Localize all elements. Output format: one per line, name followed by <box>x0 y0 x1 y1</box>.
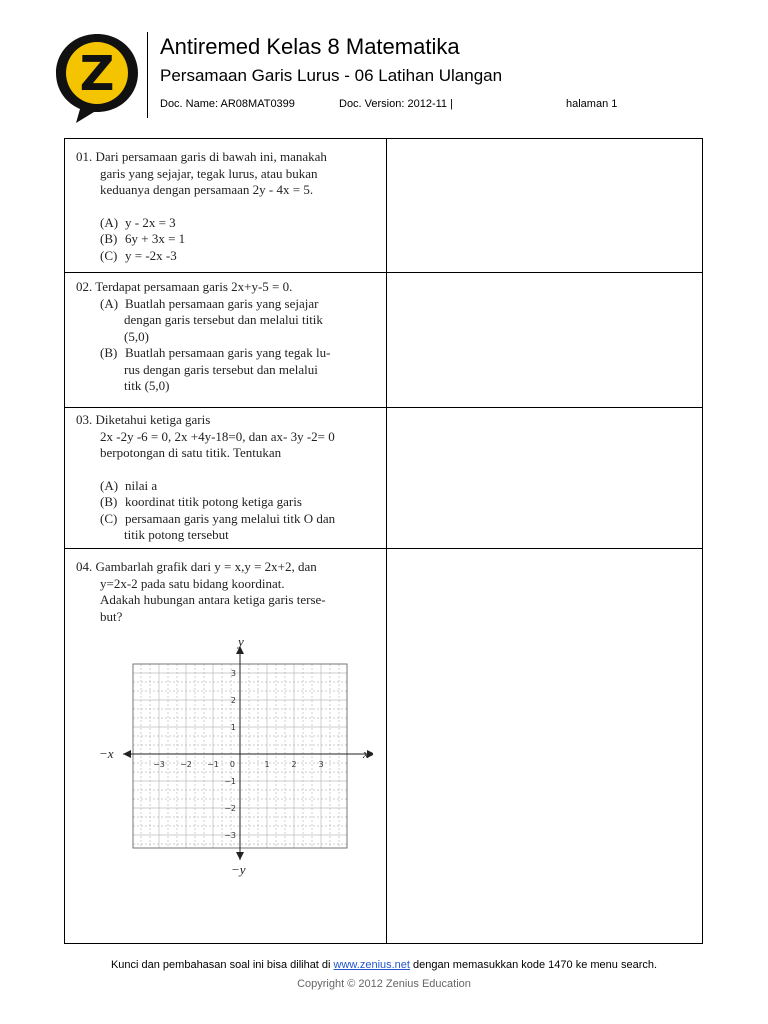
document-subtitle: Persamaan Garis Lurus - 06 Latihan Ulangan <box>160 66 503 85</box>
x-tick-label: −2 <box>180 760 192 769</box>
y-axis-label: y <box>238 634 244 649</box>
x-tick-label: −1 <box>207 760 219 769</box>
y-axis-arrow-down <box>236 852 244 860</box>
copyright: Copyright © 2012 Zenius Education <box>297 978 471 990</box>
question-text: Adakah hubungan antara ketiga garis terse- <box>100 592 326 607</box>
y-axis-neg-label: −y <box>231 862 246 877</box>
y-tick-label: 2 <box>230 696 236 705</box>
question-text: 03. Diketahui ketiga garis <box>76 412 211 427</box>
header-divider <box>147 32 148 118</box>
y-tick-label: 3 <box>230 669 236 678</box>
row-divider <box>65 272 702 273</box>
y-tick-label: 1 <box>230 723 236 732</box>
questions-table <box>64 138 703 944</box>
question-1 <box>76 149 376 264</box>
x-axis-neg-label: −x <box>99 746 114 761</box>
question-2 <box>76 279 376 395</box>
footer-note: Kunci dan pembahasan soal ini bisa dilihat di www.zenius.net dengan memasukkan kode 1470 ke menu search. <box>110 959 658 971</box>
question-text: 02. Terdapat persamaan garis 2x+y-5 = 0. <box>76 279 293 294</box>
x-tick-label: 1 <box>264 760 270 769</box>
zenius-link[interactable]: www.zenius.net <box>333 959 410 971</box>
logo-letter: Z <box>79 46 115 102</box>
question-text: 2x -2y -6 = 0, 2x +4y-18=0, dan ax- 3y -2= 0 <box>100 428 335 444</box>
question-3 <box>76 412 376 544</box>
x-tick-label: 2 <box>291 760 297 769</box>
question-text: berpotongan di satu titik. Tentukan <box>100 445 282 460</box>
x-tick-label: −3 <box>153 760 165 769</box>
page-number: halaman 1 <box>566 98 618 110</box>
option-text: dengan garis tersebut dan melalui titik <box>124 312 323 327</box>
x-axis-label: x <box>363 746 369 761</box>
coordinate-grid <box>93 634 373 880</box>
row-divider <box>65 548 702 549</box>
option-b: (B) Buatlah persamaan garis yang tegak lu- <box>100 345 331 360</box>
question-text: y=2x-2 pada satu bidang koordinat. <box>100 575 285 591</box>
x-tick-label: 3 <box>318 760 324 769</box>
row-divider <box>65 407 702 408</box>
option-b: (B) 6y + 3x = 1 <box>100 231 186 246</box>
question-text: garis yang sejajar, tegak lurus, atau bukan <box>100 165 318 181</box>
question-text: 01. Dari persamaan garis di bawah ini, manakah <box>76 149 327 164</box>
doc-version: Doc. Version: 2012-11 | <box>339 98 453 110</box>
option-c: (C) persamaan garis yang melalui titk O dan <box>100 510 336 526</box>
x-tick-label: 0 <box>229 760 235 769</box>
option-a: (A) y - 2x = 3 <box>100 214 176 230</box>
column-divider <box>386 139 387 943</box>
option-a: (A) Buatlah persamaan garis yang sejajar <box>100 295 319 311</box>
y-tick-label: −1 <box>224 777 236 786</box>
x-tick-labels <box>153 760 323 769</box>
doc-name: Doc. Name: AR08MAT0399 <box>160 98 295 110</box>
option-text: titik potong tersebut <box>124 527 229 542</box>
zenius-logo <box>52 30 142 126</box>
question-text: 04. Gambarlah grafik dari y = x,y = 2x+2, dan <box>76 559 317 574</box>
option-text: (5,0) <box>124 328 149 344</box>
option-c: (C) y = -2x -3 <box>100 247 177 263</box>
option-a: (A) nilai a <box>100 477 158 493</box>
x-axis-arrow-left <box>123 750 131 758</box>
question-text: keduanya dengan persamaan 2y - 4x = 5. <box>100 182 314 197</box>
question-text: but? <box>100 608 123 624</box>
option-text: rus dengan garis tersebut dan melalui <box>124 361 318 377</box>
question-4 <box>76 559 376 625</box>
document-title: Antiremed Kelas 8 Matematika <box>160 34 460 59</box>
option-text: titk (5,0) <box>124 378 170 393</box>
option-b: (B) koordinat titik potong ketiga garis <box>100 494 302 509</box>
y-tick-label: −2 <box>224 804 236 813</box>
y-tick-label: −3 <box>224 831 236 840</box>
